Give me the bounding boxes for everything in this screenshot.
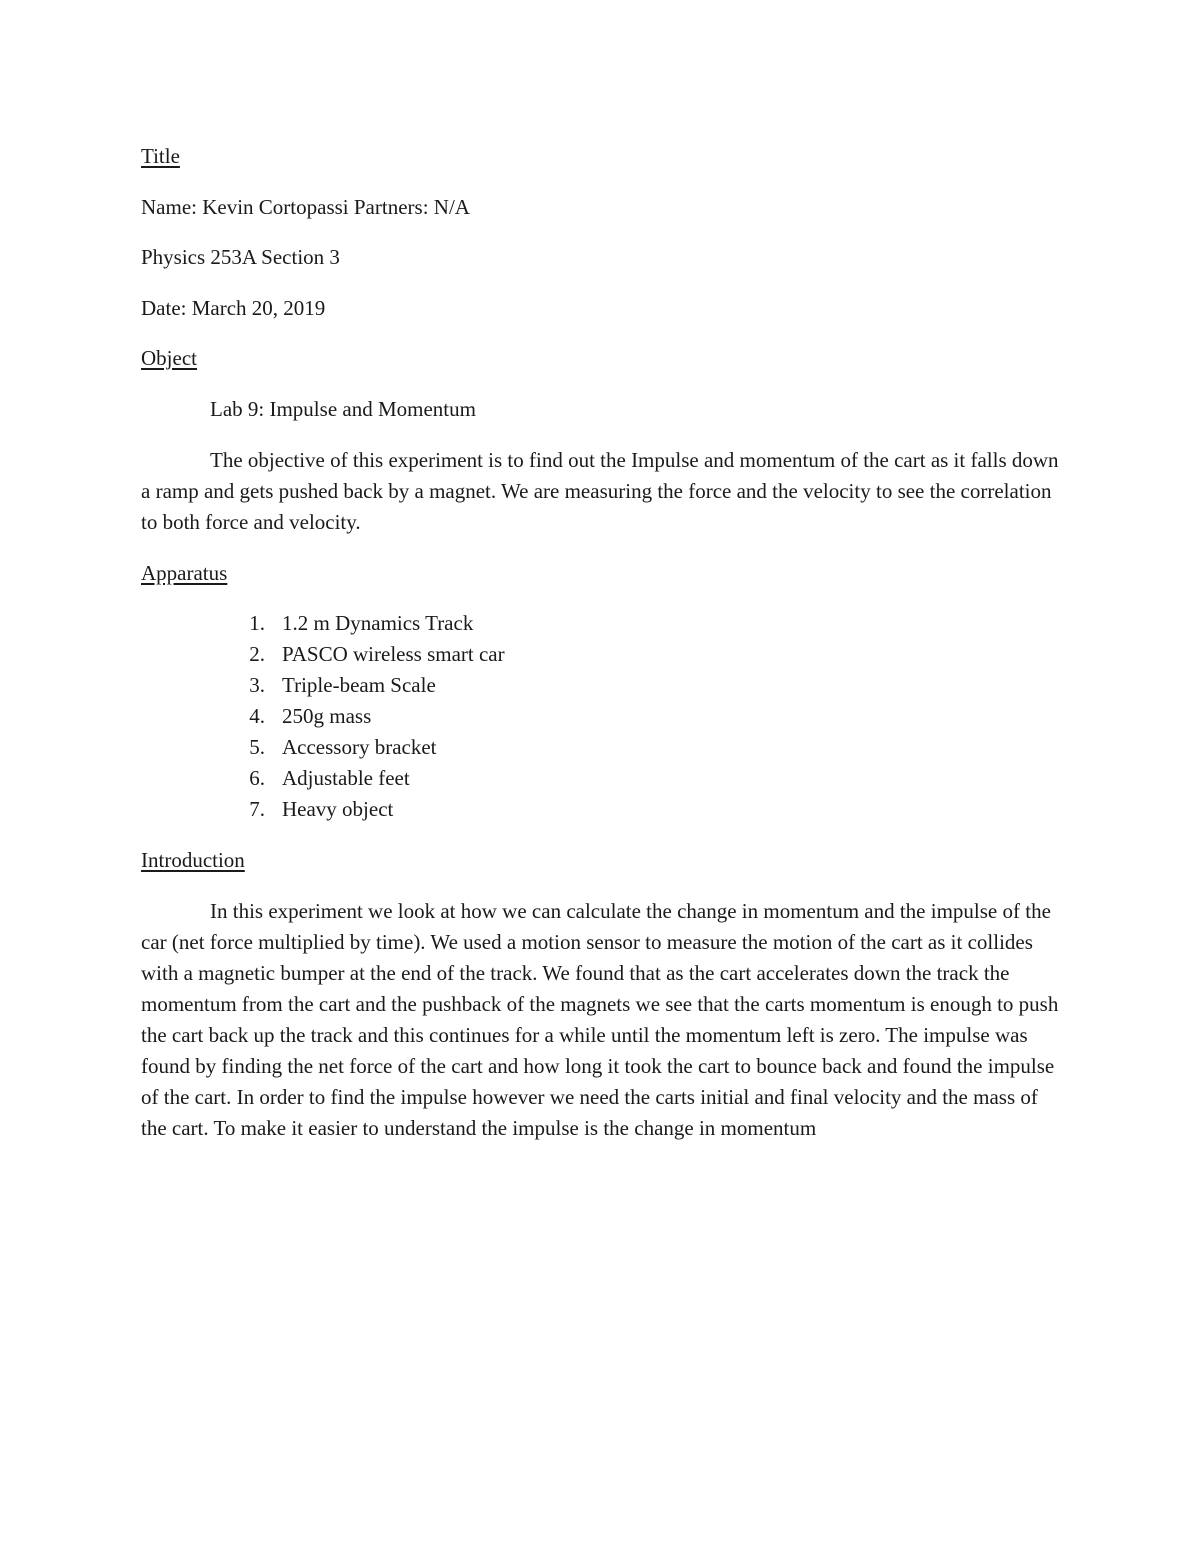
- introduction-paragraph: In this experiment we look at how we can calculate the change in momentum and the impulse of the car (net force multiplied by time). We used a motion sensor to measure the motion of the cart as it collides with a magnetic bumper at the end of the track. We found that as the cart accelerates down the track the momentum from the cart and the pushback of the magnets we see that the carts momentum is enough to push the cart back up the track and this continues for a while until the momentum left is zero. The impulse was found by finding the net force of the cart and how long it took the cart to bounce back and found the impulse of the cart. In order to find the impulse however we need the carts initial and final velocity and the mass of the cart. To make it easier to understand the impulse is the change in momentum: [141, 899, 1059, 1140]
- list-number: 2.: [249, 642, 265, 666]
- list-text: PASCO wireless smart car: [282, 642, 505, 666]
- title-heading: Title: [141, 144, 180, 168]
- list-item: [141, 608, 741, 639]
- name-line: Name: Kevin Cortopassi Partners: N/A: [141, 195, 470, 219]
- list-item: [141, 639, 741, 670]
- list-item: [141, 701, 741, 732]
- list-number: 3.: [249, 673, 265, 697]
- list-text: 1.2 m Dynamics Track: [282, 611, 474, 635]
- list-item: [141, 670, 741, 701]
- list-text: Accessory bracket: [282, 735, 437, 759]
- lab-title: Lab 9: Impulse and Momentum: [210, 397, 476, 421]
- date-line: Date: March 20, 2019: [141, 296, 326, 320]
- introduction-heading: Introduction: [141, 848, 245, 872]
- list-number: 1.: [249, 611, 265, 635]
- list-text: Triple-beam Scale: [282, 673, 436, 697]
- course-line: Physics 253A Section 3: [141, 245, 340, 269]
- list-item: [141, 794, 741, 825]
- list-number: 7.: [249, 797, 265, 821]
- list-text: Heavy object: [282, 797, 394, 821]
- list-text: 250g mass: [282, 704, 372, 728]
- apparatus-heading: Apparatus: [141, 561, 228, 585]
- list-item: [141, 763, 741, 794]
- list-number: 6.: [249, 766, 265, 790]
- object-paragraph: The objective of this experiment is to find out the Impulse and momentum of the cart as it falls down a ramp and gets pushed back by a magnet. We are measuring the force and the velocity to see the correlation to both force and velocity.: [141, 448, 1059, 534]
- list-number: 5.: [249, 735, 265, 759]
- list-text: Adjustable feet: [282, 766, 410, 790]
- apparatus-list: [141, 608, 741, 825]
- object-heading: Object: [141, 346, 197, 370]
- list-number: 4.: [249, 704, 265, 728]
- list-item: [141, 732, 741, 763]
